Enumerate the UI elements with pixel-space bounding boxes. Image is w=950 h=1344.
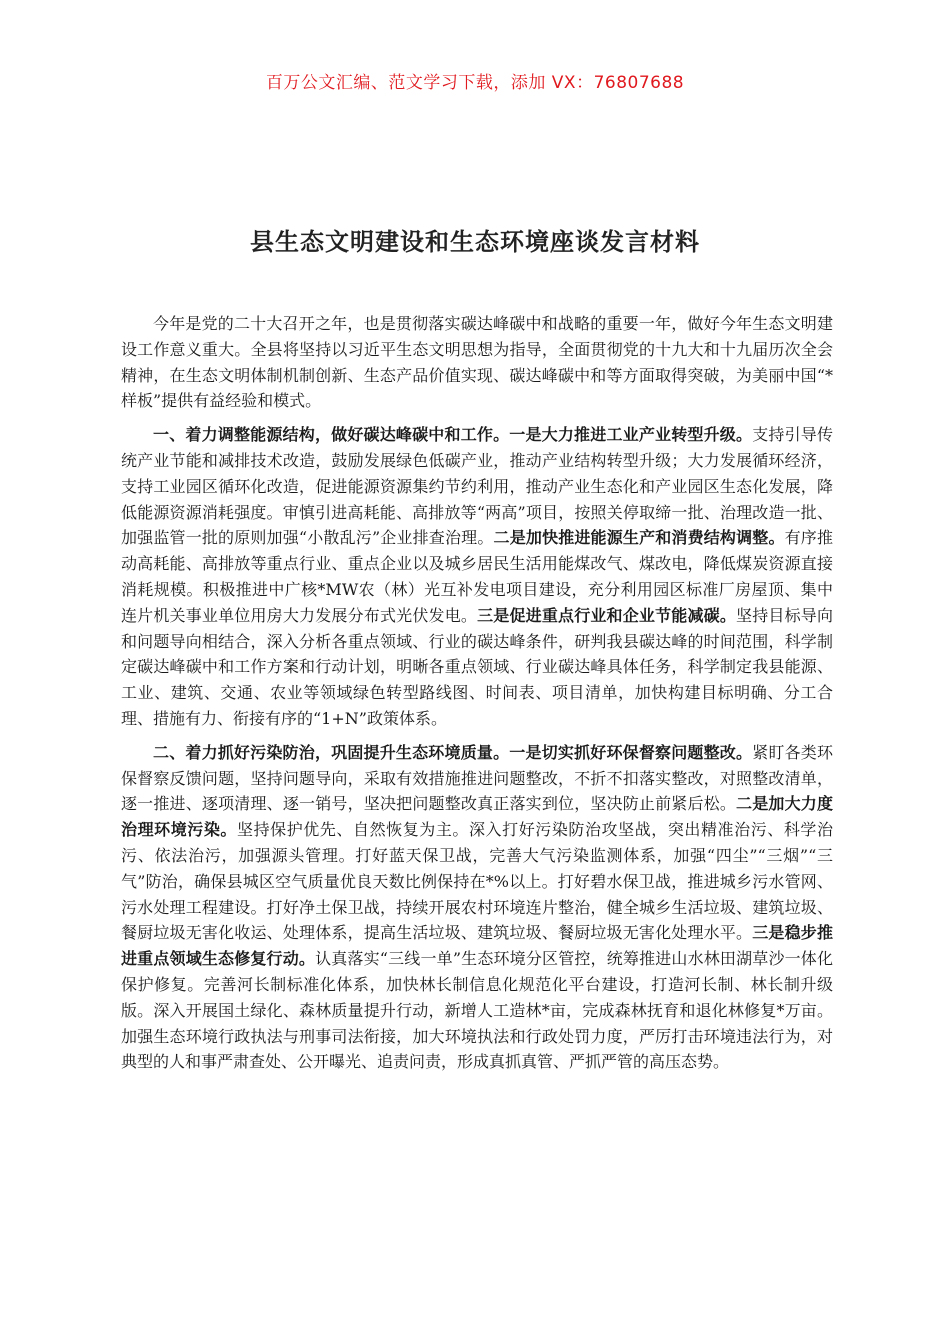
section-heading: 二、着力抓好污染防治，巩固提升生态环境质量。一是切实抓好环保督察问题整改。 (153, 742, 753, 762)
paragraph-text: 坚持目标导向和问题导向相结合，深入分析各重点领域、行业的碳达峰条件，研判我县碳达峰的时间范围，科学制定碳达峰碳中和工作方案和行动计划，明晰各重点领域、行业碳达峰具体任务，科学制定我县能源、工业、建筑、交通、农业等领域绿色转型路线图、时间表、项目清单，加快构建目标明确、分工合理、措施有力、衔接有序的“1+N”政策体系。 (121, 605, 833, 728)
paragraph-section-1 (121, 422, 833, 732)
document-title: 县生态文明建设和生态环境座谈发言材料 (250, 228, 700, 256)
paragraph-text: 坚持保护优先、自然恢复为主。深入打好污染防治攻坚战，突出精准治污、科学治污、依法治污，加强源头管理。打好蓝天保卫战，完善大气污染监测体系，加强“四尘”“三烟”“三气”防治，确保县城区空气质量优良天数比例保持在*%以上。打好碧水保卫战，推进城乡污水管网、污水处理工程建设。打好净土保卫战，持续开展农村环境连片整治，健全城乡生活垃圾、建筑垃圾、餐厨垃圾无害化收运、处理体系，提高生活垃圾、建筑垃圾、餐厨垃圾无害化处理水平。 (121, 820, 833, 943)
subsection-heading: 三是稳步推进重点领域生态修复行动。 (121, 923, 833, 969)
header-watermark-note: 百万公文汇编、范文学习下载，添加 VX：76807688 (265, 73, 685, 93)
paragraph-text: 今年是党的二十大召开之年，也是贯彻落实碳达峰碳中和战略的重要一年，做好今年生态文明建设工作意义重大。全县将坚持以习近平生态文明思想为指导，全面贯彻党的十九大和十九届历次全会精神，在生态文明体制机制创新、生态产品价值实现、碳达峰碳中和等方面取得突破，为美丽中国“*样板”提供有益经验和模式。 (121, 314, 833, 411)
paragraph-text: 支持引导传统产业节能和减排技术改造，鼓励发展绿色低碳产业，推动产业结构转型升级；大力发展循环经济，支持工业园区循环化改造，促进能源资源集约节约利用，推动产业生态化和产业园区生态化发展，降低能源资源消耗强度。审慎引进高耗能、高排放等“两高”项目，按照关停取缔一批、治理改造一批、加强监管一批的原则加强“小散乱污”企业排查治理。 (121, 425, 833, 548)
paragraph-intro (121, 311, 833, 414)
subsection-heading: 二是加大力度治理环境污染。 (121, 794, 833, 840)
paragraph-text: 认真落实“三线一单”生态环境分区管控，统筹推进山水林田湖草沙一体化保护修复。完善河长制标准化体系，加快林长制信息化规范化平台建设，打造河长制、林长制升级版。深入开展国土绿化、森林质量提升行动，新增人工造林*亩，完成森林抚育和退化林修复*万亩。加强生态环境行政执法与刑事司法衔接，加大环境执法和行政处罚力度，严厉打击环境违法行为，对典型的人和事严肃查处、公开曝光、追责问责，形成真抓真管、严抓严管的高压态势。 (121, 949, 833, 1072)
document-body (121, 311, 833, 1083)
paragraph-text: 紧盯各类环保督察反馈问题，坚持问题导向，采取有效措施推进问题整改，不折不扣落实整改，对照整改清单，逐一推进、逐项清理、逐一销号，坚决把问题整改真正落实到位，坚决防止前紧后松。 (121, 742, 833, 814)
subsection-heading: 二是加快推进能源生产和消费结构调整。 (493, 528, 785, 548)
section-heading: 一、着力调整能源结构，做好碳达峰碳中和工作。一是大力推进工业产业转型升级。 (153, 425, 753, 445)
paragraph-section-2 (121, 740, 833, 1075)
paragraph-text: 有序推动高耗能、高排放等重点行业、重点企业以及城乡居民生活用能煤改气、煤改电，降低煤炭资源直接消耗规模。积极推进中广核*MW农（林）光互补发电项目建设，充分利用园区标准厂房屋顶、集中连片机关事业单位用房大力发展分布式光伏发电。 (121, 528, 833, 625)
subsection-heading: 三是促进重点行业和企业节能减碳。 (477, 605, 737, 625)
